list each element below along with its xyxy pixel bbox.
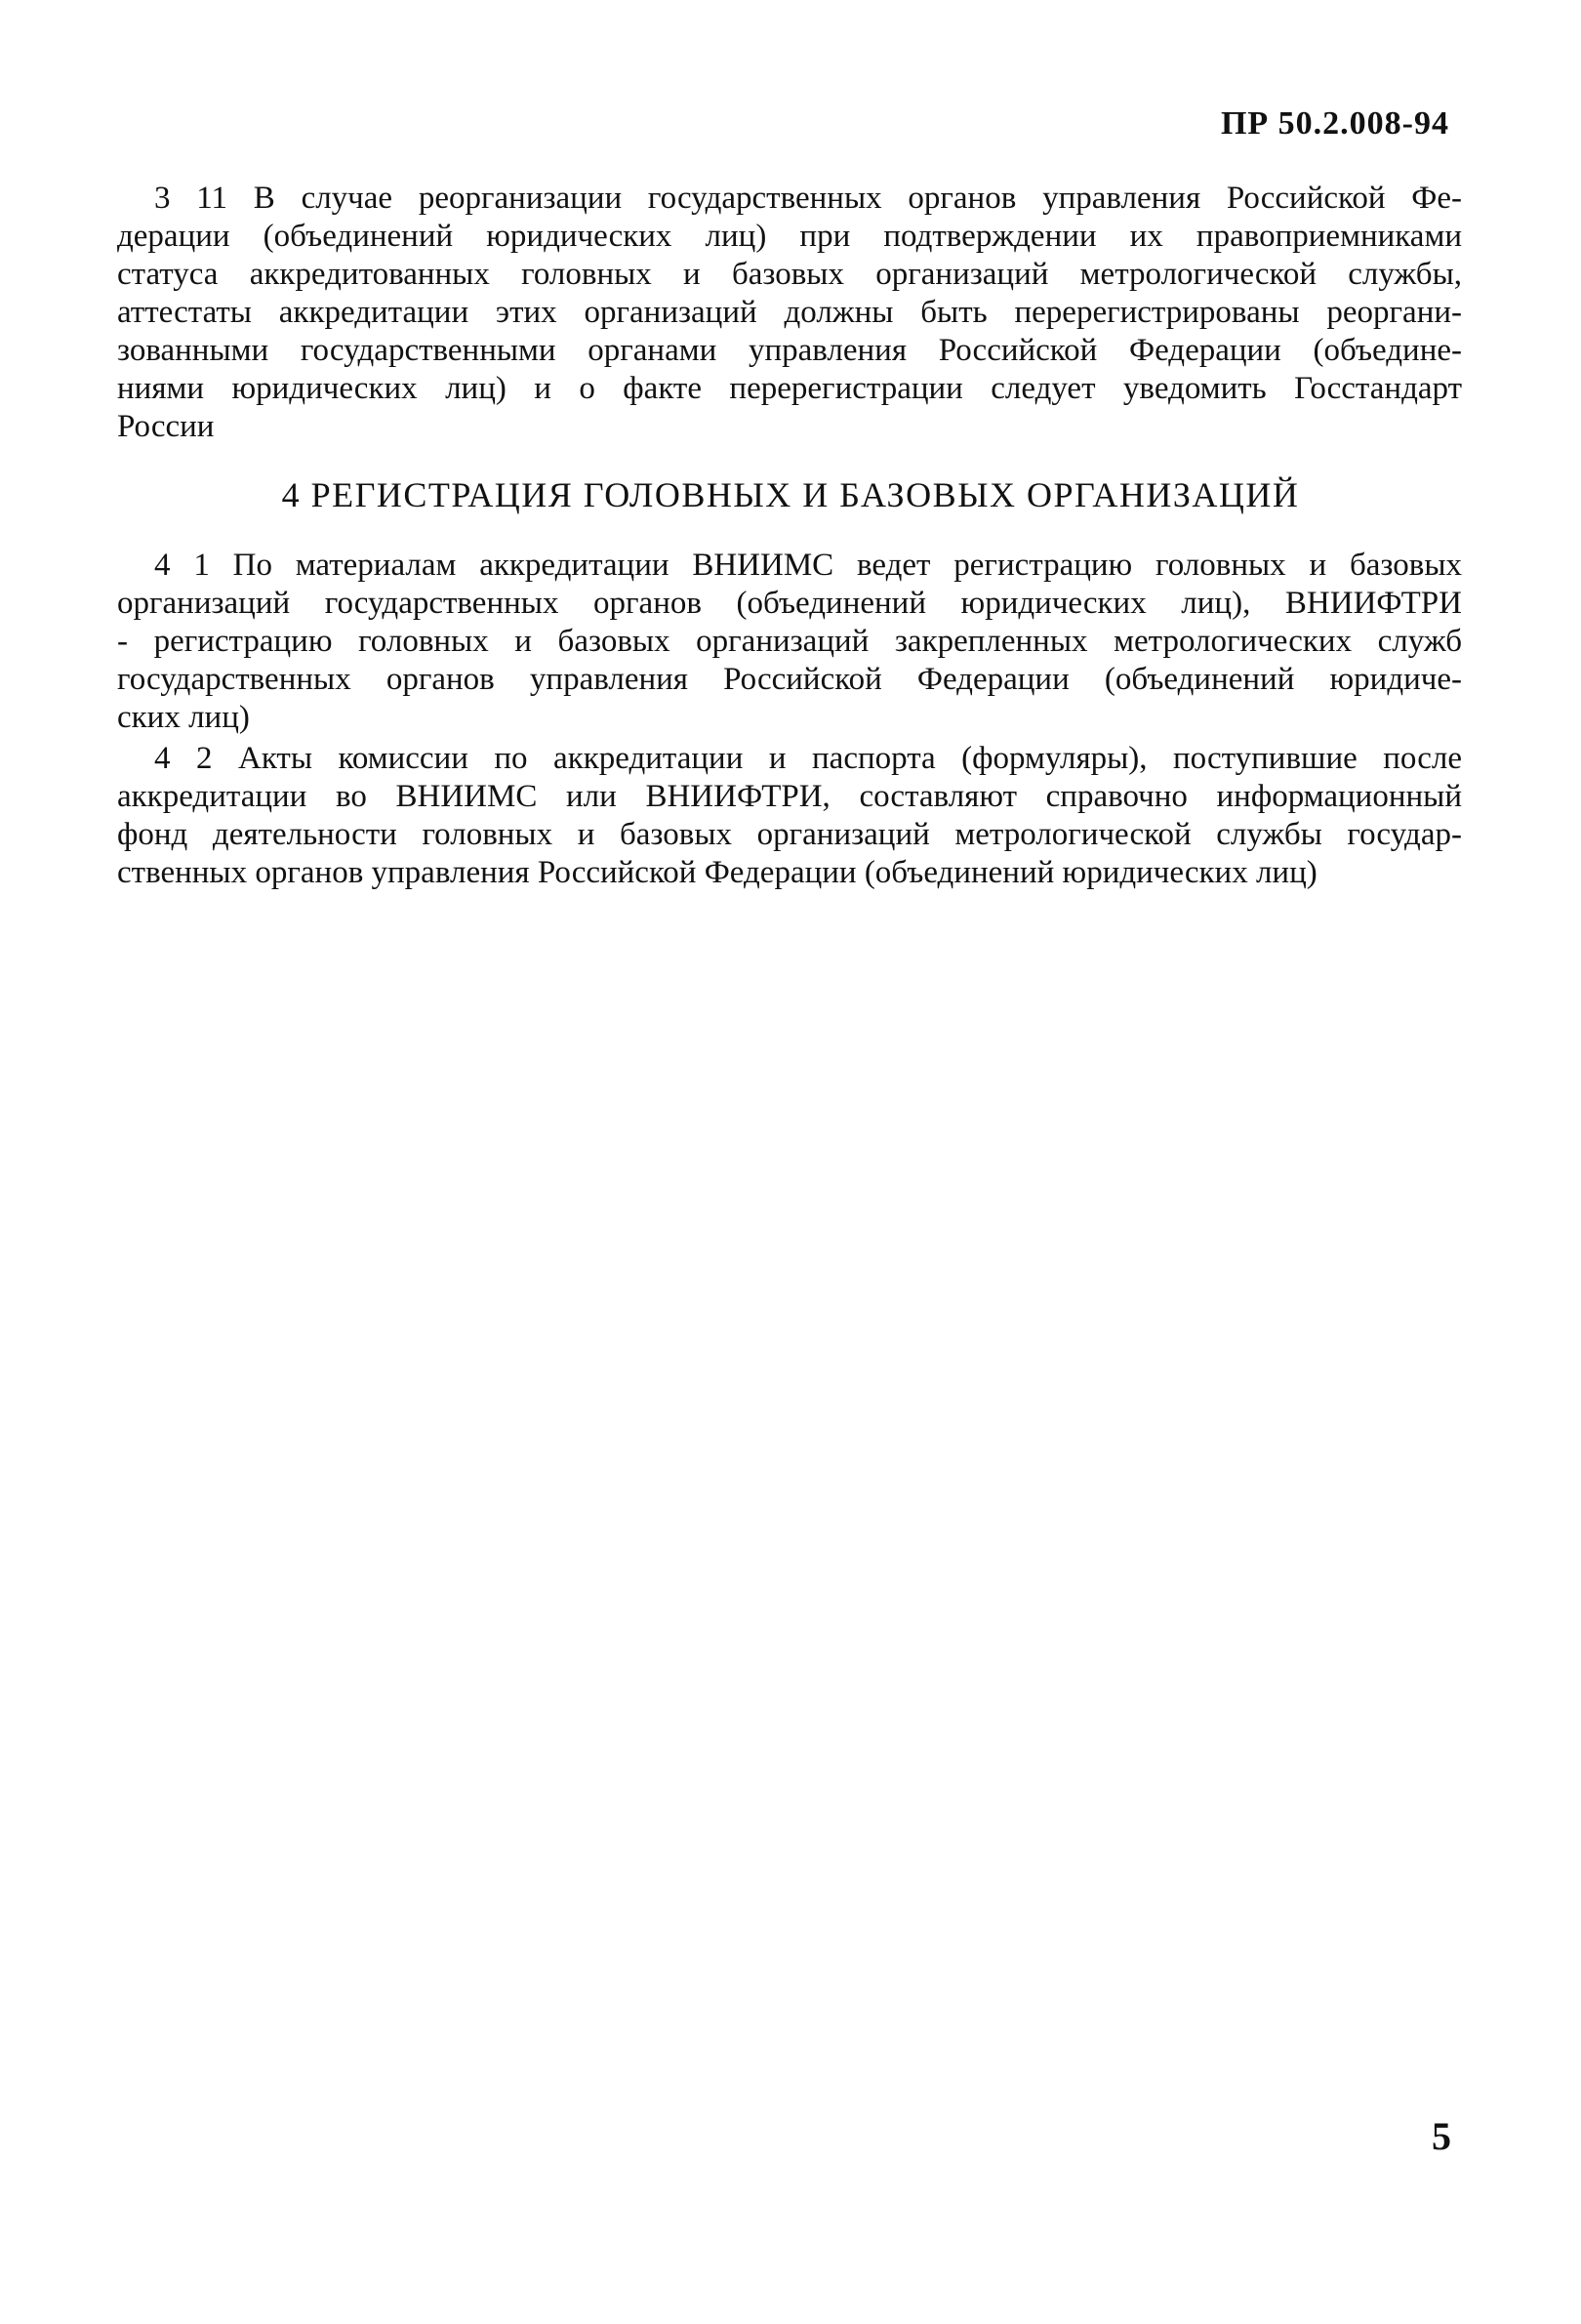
paragraph-line: зованными государственными органами управления Российской Федерации (объедине- (117, 333, 1462, 368)
paragraph-line: государственных органов управления Российской Федерации (объединений юридиче- (117, 662, 1462, 697)
paragraph-line: 4 2 Акты комиссии по аккредитации и паспорта (формуляры), поступившие после (154, 741, 1462, 776)
paragraph-line: статуса аккредитованных головных и базовых организаций метрологической службы, (117, 257, 1462, 292)
paragraph-line: фонд деятельности головных и базовых организаций метрологической службы государ- (117, 817, 1462, 852)
paragraph-line: - регистрацию головных и базовых организаций закрепленных метрологических служб (117, 624, 1462, 659)
paragraph-line: 4 1 По материалам аккредитации ВНИИМС ведет регистрацию головных и базовых (154, 548, 1462, 583)
document-code: ПР 50.2.008-94 (1220, 105, 1449, 142)
paragraph-line: ниями юридических лиц) и о факте перерегистрации следует уведомить Госстандарт (117, 371, 1462, 406)
paragraph-line: дерации (объединений юридических лиц) при подтверждении их правоприемниками (117, 219, 1462, 254)
paragraph-line: аттестаты аккредитации этих организаций должны быть перерегистрированы реоргани- (117, 295, 1462, 330)
paragraph-line: ских лиц) (117, 700, 250, 735)
paragraph-line: аккредитации во ВНИИМС или ВНИИФТРИ, составляют справочно информационный (117, 779, 1462, 814)
paragraph-line: 3 11 В случае реорганизации государственных органов управления Российской Фе- (154, 181, 1462, 216)
page-number: 5 (1432, 2114, 1451, 2158)
paragraph-4-1 (117, 547, 1462, 737)
paragraph-line: ственных органов управления Российской Федерации (объединений юридических лиц) (117, 855, 1318, 890)
paragraph-4-2 (117, 740, 1462, 892)
paragraph-3-11 (117, 180, 1462, 446)
paragraph-line: организаций государственных органов (объединений юридических лиц), ВНИИФТРИ (117, 586, 1462, 621)
paragraph-line: России (117, 409, 215, 444)
section-4-heading: 4 РЕГИСТРАЦИЯ ГОЛОВНЫХ И БАЗОВЫХ ОРГАНИЗАЦИЙ (281, 475, 1300, 514)
